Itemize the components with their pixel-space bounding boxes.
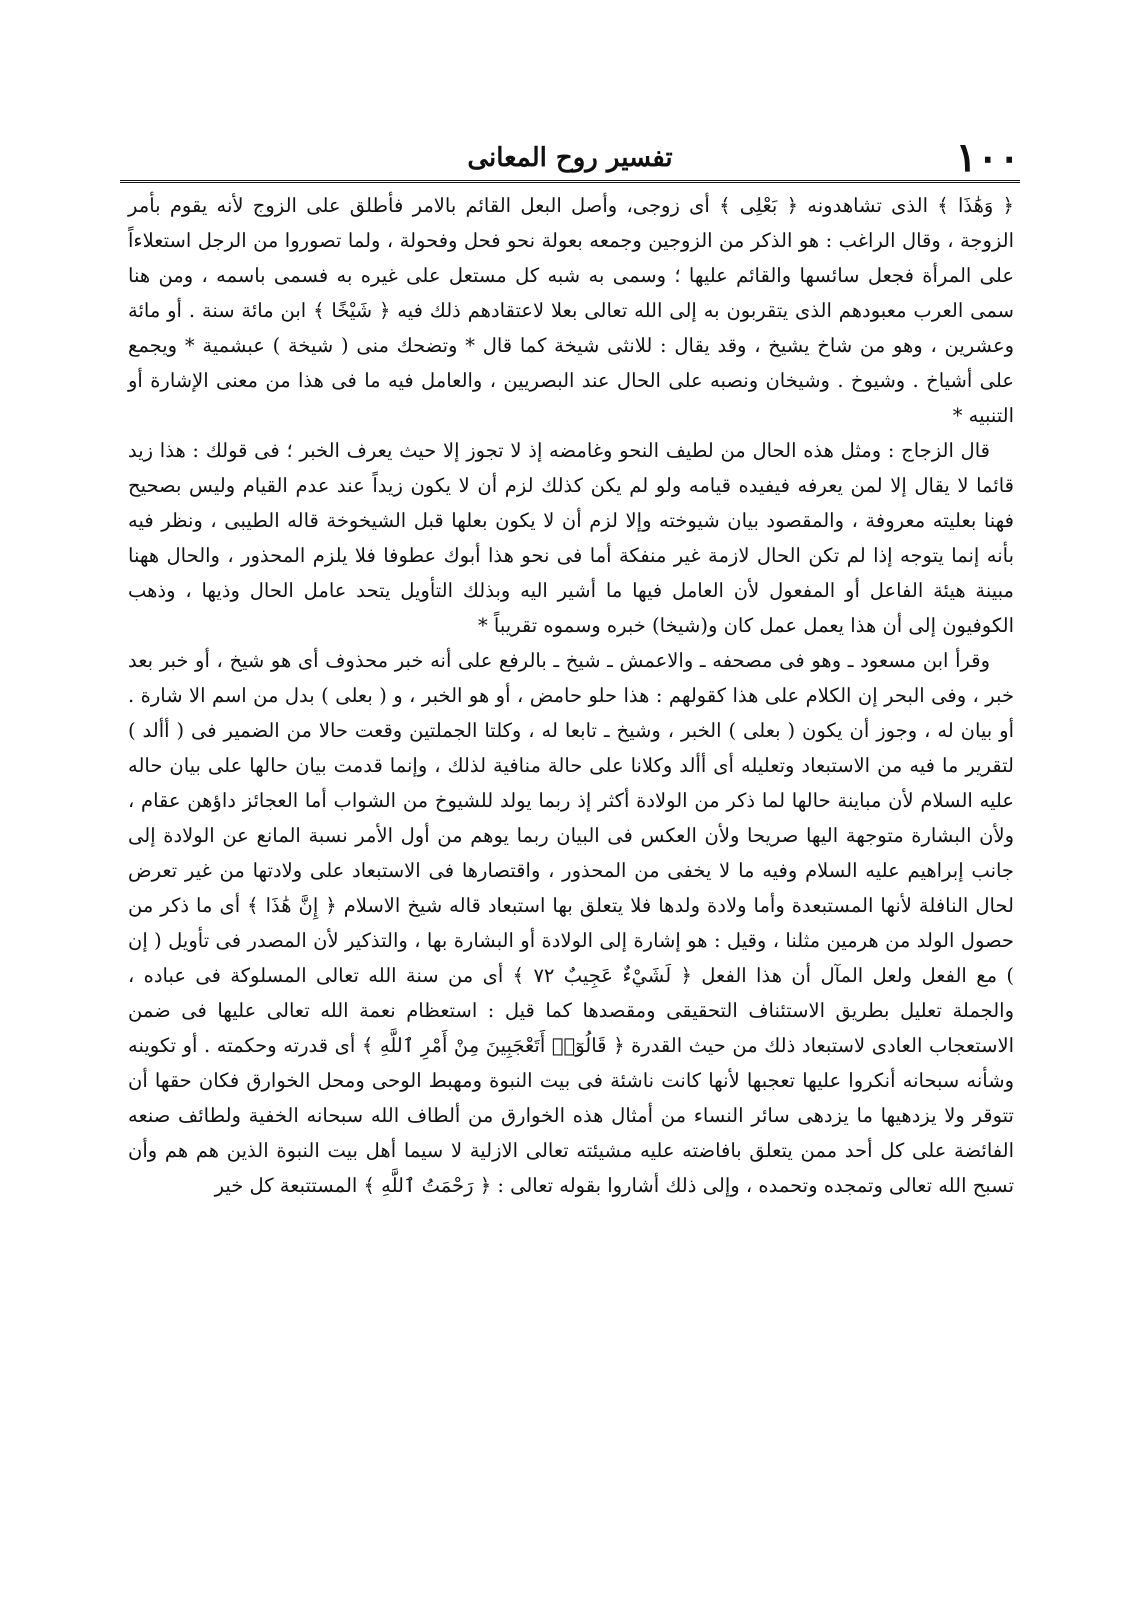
header-rule (120, 180, 1020, 183)
paragraph: ﴿ وَهَٰذَا ﴾ الذى تشاهدونه ﴿ بَعْلِى ﴾ أى زوجى، وأصل البعل القائم بالامر فأطلق على الزوج لأنه يقوم بأمر الزوجة ، وقال الراغب : هو الذكر من الزوجين وجمعه بعولة نحو فحل وفحولة ، ولما تصوروا من الرجل استعلاءاً على المرأة فجعل سائسها والقائم عليها ؛ وسمى به شبه كل مستعل على غيره به فسمى باسمه ، ومن هنا سمى العرب معبودهم الذى يتقربون به إلى الله تعالى بعلا لاعتقادهم ذلك فيه ﴿ شَيْخًا ﴾ ابن مائة سنة . أو مائة وعشرين ، وهو من شاخ يشيخ ، وقد يقال : للانثى شيخة كما قال * وتضحك منى ( شيخة ) عبشمية * ويجمع على أشياخ . وشيوخ . وشيخان ونصبه على الحال عند البصريين ، والعامل فيه ما فى هذا من معنى الإشارة أو التنبيه * (128, 194, 1014, 427)
paragraph: قال الزجاج : ومثل هذه الحال من لطيف النحو وغامضه إذ لا تجوز إلا حيث يعرف الخبر ؛ فى قولك : هذا زيد قائما لا يقال إلا لمن يعرفه فيفيده قيامه ولو لم يكن كذلك لزم أن لا يكون زيداً عند عدم القيام وليس بصحيح فهنا بعليته معروفة ، والمقصود بيان شيوخته وإلا لزم أن لا يكون بعلها قبل الشيخوخة قاله الطيبى ، ونظر فيه بأنه إنما يتوجه إذا لم تكن الحال لازمة غير منفكة أما فى نحو هذا أبوك عطوفا فلا يلزم المحذور ، والحال ههنا مبينة هيئة الفاعل أو المفعول لأن العامل فيها ما أشير اليه وبذلك التأويل يتحد عامل الحال وذيها ، وذهب الكوفيون إلى أن هذا يعمل عمل كان و(شيخا) خبره وسموه تقريباً * (128, 439, 1014, 637)
running-title: تفسير روح المعانى (467, 143, 673, 173)
body-text (128, 188, 1014, 1203)
page-header (120, 134, 1020, 181)
page-number: ١٠٠ (955, 134, 1020, 181)
paragraph: وقرأ ابن مسعود ـ وهو فى مصحفه ـ والاعمش ـ شيخ ـ بالرفع على أنه خبر محذوف أى هو شيخ ، أو خبر بعد خبر ، وفى البحر إن الكلام على هذا كقولهم : هذا حلو حامض ، أو هو الخبر ، و ( بعلى ) بدل من اسم الا شارة . أو بيان له ، وجوز أن يكون ( بعلى ) الخبر ، وشيخ ـ تابعا له ، وكلتا الجملتين وقعت حالا من الضمير فى ( أألد ) لتقرير ما فيه من الاستبعاد وتعليله أى أألد وكلانا على حالة منافية لذلك ، وإنما قدمت بيان حالها على بيان حاله عليه السلام لأن مباينة حالها لما ذكر من الولادة أكثر إذ ربما يولد للشيوخ من الشواب أما العجائز داؤهن عقام ، ولأن البشارة متوجهة اليها صريحا ولأن العكس فى البيان ربما يوهم من أول الأمر نسبة المانع عن الولادة إلى جانب إبراهيم عليه السلام وفيه ما لا يخفى من المحذور ، واقتصارها فى الاستبعاد على ولادتها من غير تعرض لحال النافلة لأنها المستبعدة وأما ولادة ولدها فلا يتعلق بها استبعاد قاله شيخ الاسلام ﴿ إِنَّ هَٰذَا ﴾ أى ما ذكر من حصول الولد من هرمين مثلنا ، وقيل : هو إشارة إلى الولادة أو البشارة بها ، والتذكير لأن المصدر فى تأويل ( إن ) مع الفعل ولعل المآل أن هذا الفعل ﴿ لَشَيْءٌ عَجِيبٌ ٧٢ ﴾ أى من سنة الله تعالى المسلوكة فى عباده ، والجملة تعليل بطريق الاستئناف التحقيقى ومقصدها كما قيل : استعظام نعمة الله تعالى عليها فى ضمن الاستعجاب العادى لاستبعاد ذلك من حيث القدرة ﴿ قَالُوٓا۟ أَتَعْجَبِينَ مِنْ أَمْرِ ٱللَّهِ ﴾ أى قدرته وحكمته . أو تكوينه وشأنه سبحانه أنكروا عليها تعجبها لأنها كانت ناشئة فى بيت النبوة ومهبط الوحى ومحل الخوارق فكان حقها أن تتوقر ولا يزدهيها ما يزدهى سائر النساء من أمثال هذه الخوارق من ألطاف الله سبحانه الخفية ولطائف صنعه الفائضة على كل أحد ممن يتعلق بافاضته عليه مشيئته تعالى الازلية لا سيما أهل بيت النبوة الذين هم هم وأن تسبح الله تعالى وتمجده وتحمده ، وإلى ذلك أشاروا بقوله تعالى : ﴿ رَحْمَتُ ٱللَّهِ ﴾ المستتبعة كل خير (128, 649, 1014, 1197)
